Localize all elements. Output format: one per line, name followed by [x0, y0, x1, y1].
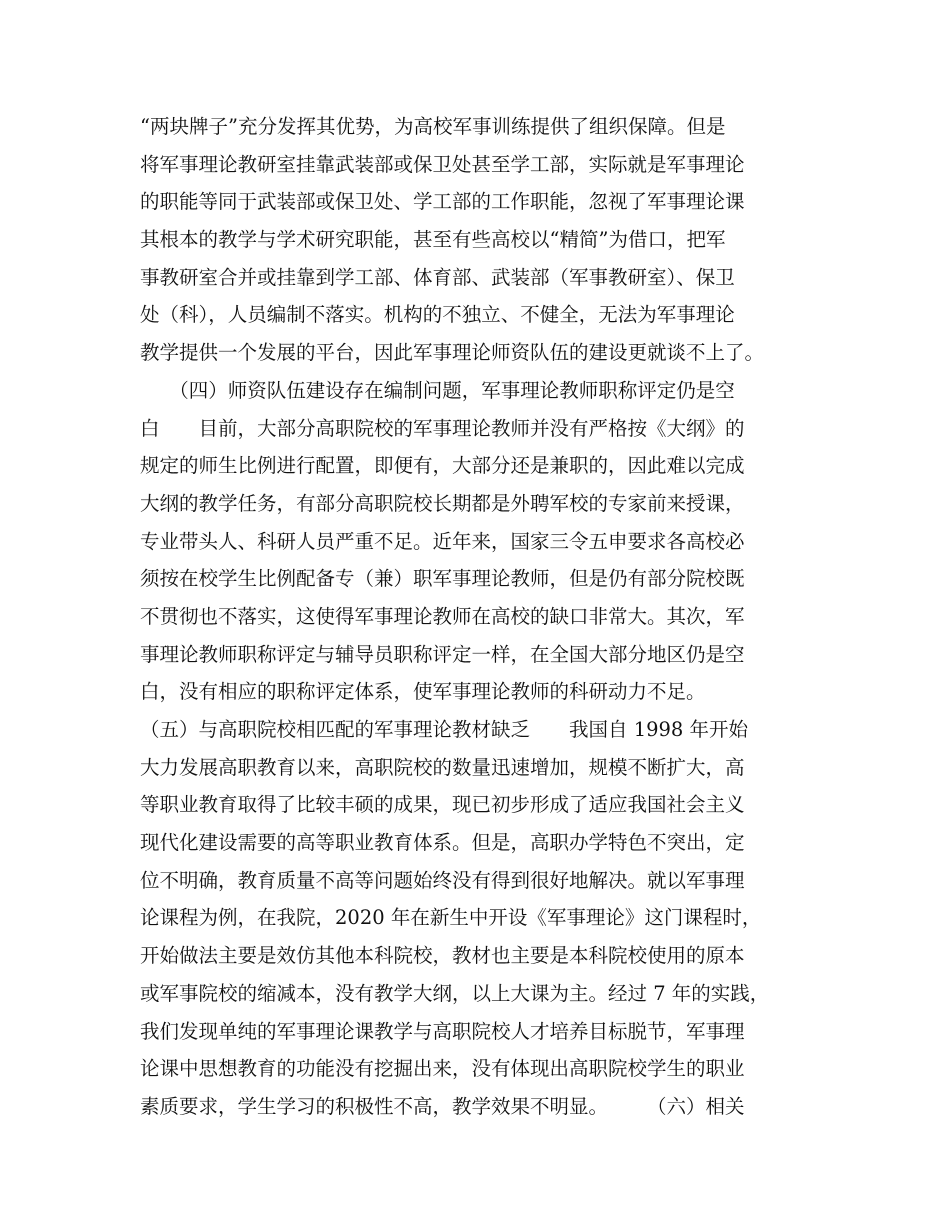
text-line: 我们发现单纯的军事理论课教学与高职院校人才培养目标脱节，军事理: [140, 1019, 745, 1043]
text-line: 开始做法主要是效仿其他本科院校，教材也主要是本科院校使用的原本: [140, 944, 745, 968]
text-line: （四）师资队伍建设存在编制问题，军事理论教师职称评定仍是空: [140, 378, 735, 402]
text-line: 须按在校学生比例配备专（兼）职军事理论教师，但是仍有部分院校既: [140, 567, 745, 591]
text-line: 处（科），人员编制不落实。机构的不独立、不健全，无法为军事理论: [140, 303, 735, 327]
text-line: （五）与高职院校相匹配的军事理论教材缺乏 我国自 1998 年开始: [140, 718, 749, 741]
text-line: 白 目前，大部分高职院校的军事理论教师并没有严格按《大纲》的: [140, 416, 745, 440]
text-line: 白，没有相应的职称评定体系，使军事理论教师的科研动力不足。: [140, 680, 706, 704]
body-text: [140, 108, 820, 1126]
text-line: 规定的师生比例进行配置，即便有，大部分还是兼职的，因此难以完成: [140, 454, 745, 478]
text-line: 大纲的教学任务，有部分高职院校长期都是外聘军校的专家前来授课，: [140, 491, 745, 515]
text-line: 大力发展高职教育以来，高职院校的数量迅速增加，规模不断扩大，高: [140, 755, 745, 779]
text-line: 素质要求，学生学习的积极性不高，教学效果不明显。 （六）相关: [140, 1094, 745, 1118]
text-line: 或军事院校的缩减本，没有教学大纲，以上大课为主。经过 7 年的实践，: [140, 981, 770, 1005]
text-line: 现代化建设需要的高等职业教育体系。但是，高职办学特色不突出，定: [140, 831, 745, 855]
text-line: 事理论教师职称评定与辅导员职称评定一样，在全国大部分地区仍是空: [140, 642, 745, 666]
text-line: 专业带头人、科研人员严重不足。近年来，国家三令五申要求各高校必: [140, 529, 745, 553]
text-line: 论课中思想教育的功能没有挖掘出来，没有体现出高职院校学生的职业: [140, 1057, 745, 1081]
text-line: 将军事理论教研室挂靠武装部或保卫处甚至学工部，实际就是军事理论: [140, 152, 745, 176]
text-line: 等职业教育取得了比较丰硕的成果，现已初步形成了适应我国社会主义: [140, 793, 745, 817]
text-line: 事教研室合并或挂靠到学工部、体育部、武装部（军事教研室）、保卫: [140, 265, 735, 289]
text-line: 不贯彻也不落实，这使得军事理论教师在高校的缺口非常大。其次，军: [140, 604, 745, 628]
text-line: “两块牌子”充分发挥其优势，为高校军事训练提供了组织保障。但是: [140, 115, 726, 138]
text-line: 其根本的教学与学术研究职能，甚至有些高校以“精简”为借口，把军: [140, 228, 726, 252]
text-line: 位不明确，教育质量不高等问题始终没有得到很好地解决。就以军事理: [140, 868, 745, 892]
text-line: 的职能等同于武装部或保卫处、学工部的工作职能，忽视了军事理论课: [140, 190, 745, 214]
text-line: 教学提供一个发展的平台，因此军事理论师资队伍的建设更就谈不上了。: [140, 341, 765, 365]
text-line: 论课程为例，在我院，2020 年在新生中开设《军事理论》这门课程时，: [140, 906, 762, 930]
